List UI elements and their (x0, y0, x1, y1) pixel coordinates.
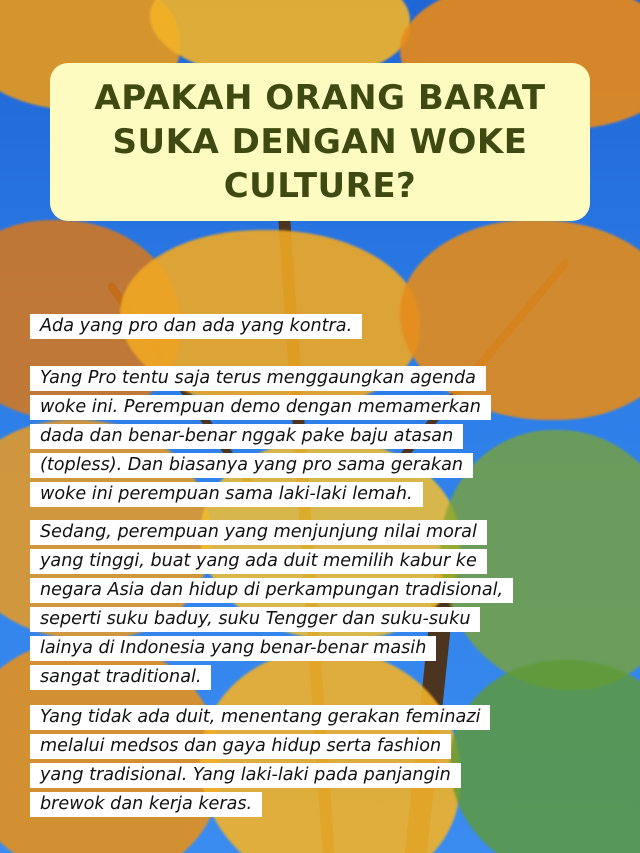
title-line: SUKA DENGAN WOKE (112, 122, 528, 162)
text-line: yang tinggi, buat yang ada duit memilih kabur ke (30, 549, 487, 574)
title-line: APAKAH ORANG BARAT (94, 78, 546, 118)
text-line: melalui medsos dan gaya hidup serta fashion (30, 734, 451, 759)
text-line: seperti suku baduy, suku Tengger dan suku-suku (30, 607, 480, 632)
text-line: brewok dan kerja keras. (30, 792, 262, 817)
text-line: Yang Pro tentu saja terus menggaungkan agenda (30, 366, 486, 391)
paragraph-moral (30, 520, 620, 694)
text-line: Yang tidak ada duit, menentang gerakan feminazi (30, 705, 490, 730)
title-card (50, 63, 590, 221)
text-line: Ada yang pro dan ada yang kontra. (30, 314, 362, 339)
text-line: Sedang, perempuan yang menjunjung nilai moral (30, 520, 487, 545)
text-line: (topless). Dan biasanya yang pro sama gerakan (30, 453, 473, 478)
text-line: woke ini. Perempuan demo dengan memamerkan (30, 395, 491, 420)
text-line: lainya di Indonesia yang benar-benar masih (30, 636, 436, 661)
title-line: CULTURE? (223, 166, 417, 206)
paragraph-intro (30, 314, 620, 343)
text-line: yang tradisional. Yang laki-laki pada panjangin (30, 763, 461, 788)
text-line: dada dan benar-benar nggak pake baju atasan (30, 424, 463, 449)
paragraph-against (30, 705, 620, 821)
paragraph-pro (30, 366, 620, 511)
text-line: woke ini perempuan sama laki-laki lemah. (30, 482, 423, 507)
text-line: negara Asia dan hidup di perkampungan tradisional, (30, 578, 513, 603)
text-line: sangat traditional. (30, 665, 211, 690)
